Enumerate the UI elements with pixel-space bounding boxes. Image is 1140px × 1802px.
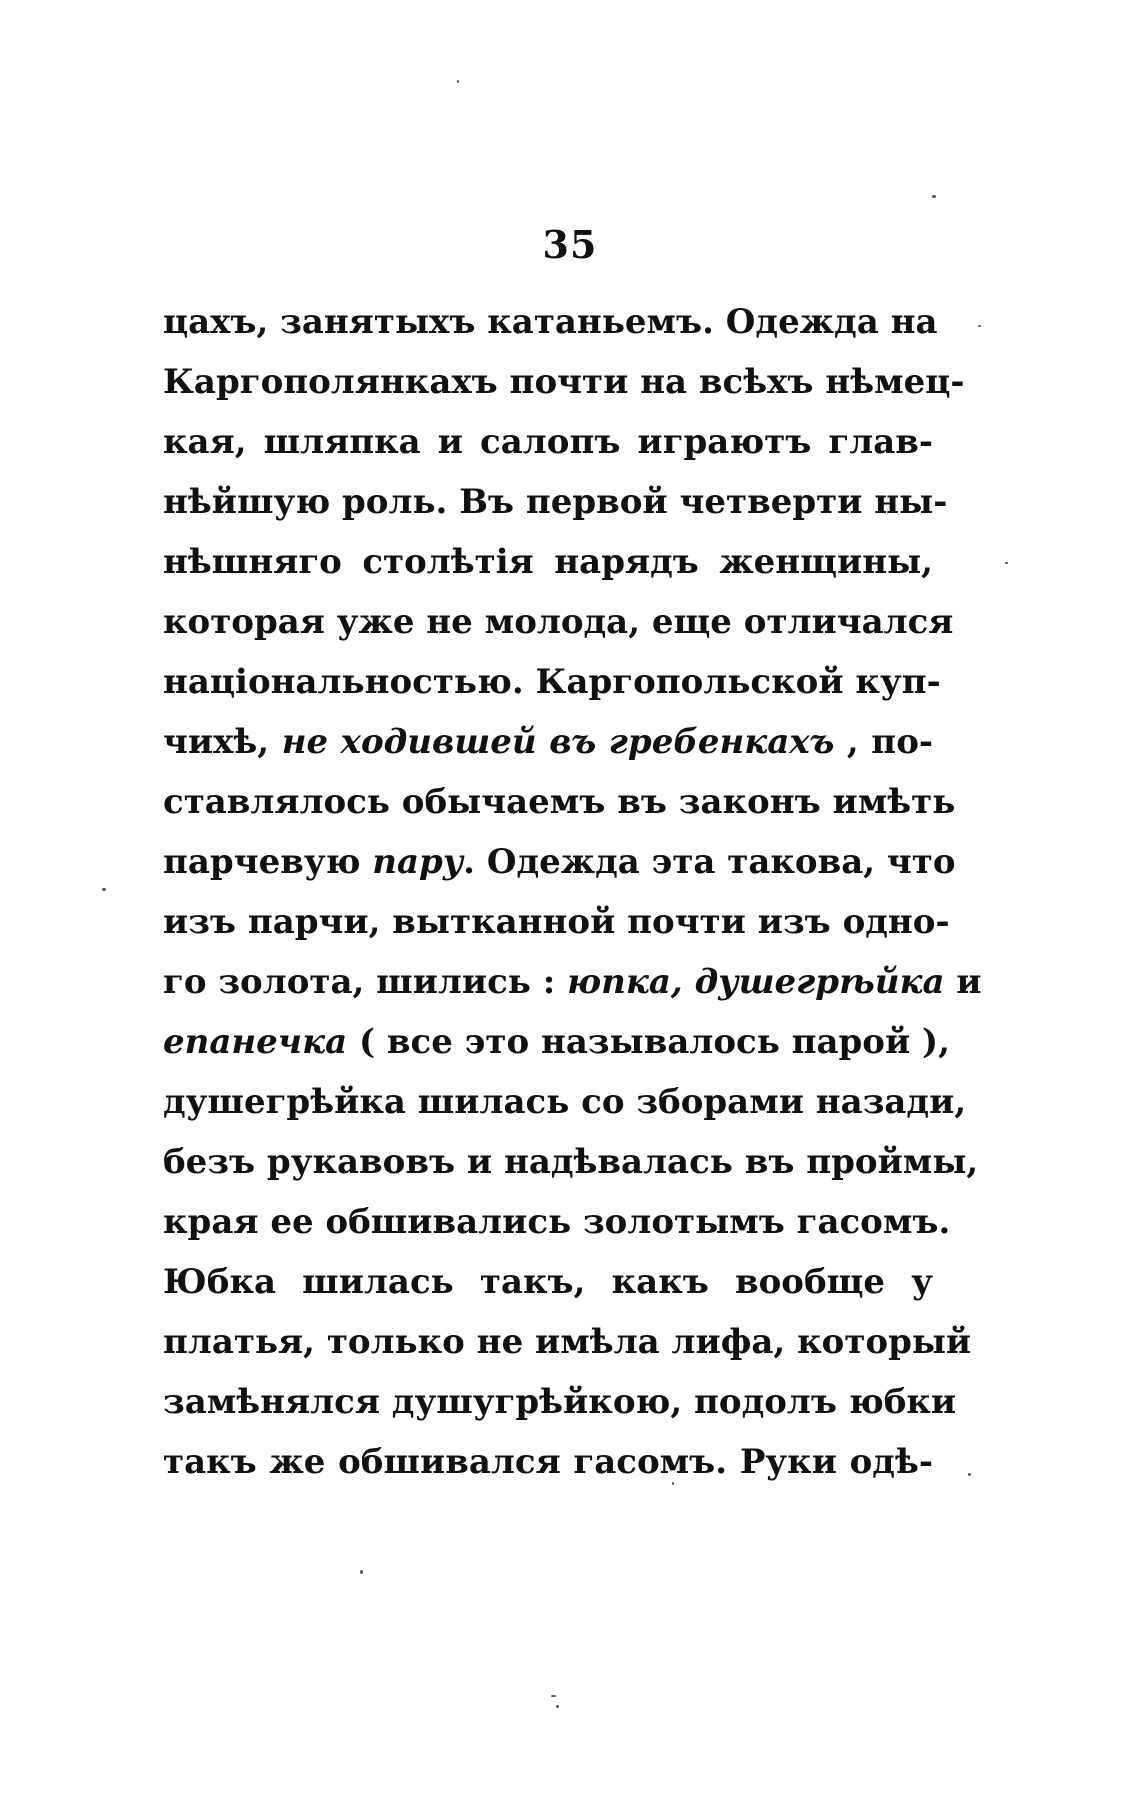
page-number: 35	[542, 222, 598, 267]
text-run: Каргополянкахъ почти на всѣхъ нѣмец-	[163, 362, 965, 402]
scan-speck	[556, 1705, 559, 1708]
text-run: душегрѣйка шилась со зборами назади,	[163, 1082, 967, 1122]
text-run: чихѣ,	[163, 722, 282, 762]
text-line	[163, 1432, 933, 1492]
scan-speck	[360, 1570, 363, 1574]
text-run: ( все это называлось парой ),	[347, 1022, 950, 1062]
text-line	[163, 832, 956, 892]
text-line	[163, 1072, 967, 1132]
text-run: кая, шляпка и салопъ играютъ глав-	[163, 422, 933, 462]
text-line	[163, 1012, 950, 1072]
text-run: такъ же обшивался гасомъ. Руки одѣ-	[163, 1442, 933, 1482]
body-text	[163, 292, 982, 1492]
italic-run: епанечка	[163, 1022, 348, 1062]
scan-speck	[1005, 562, 1008, 564]
text-line	[163, 592, 954, 652]
text-line	[163, 892, 950, 952]
italic-run: пару	[372, 842, 464, 882]
text-line	[163, 352, 965, 412]
scan-speck	[551, 1695, 556, 1697]
text-line	[163, 1312, 972, 1372]
italic-run: не ходившей въ гребенкахъ	[281, 722, 835, 762]
text-run: безъ рукавовъ и надѣвалась въ проймы,	[163, 1142, 979, 1182]
text-line	[163, 652, 941, 712]
text-line	[163, 1372, 957, 1432]
text-run: , по-	[834, 722, 933, 762]
text-line	[163, 952, 982, 1012]
text-line	[163, 412, 933, 472]
text-run: нѣшняго столѣтія нарядъ женщины,	[163, 542, 933, 582]
text-run: замѣнялся душугрѣйкою, подолъ юбки	[163, 1382, 957, 1422]
text-line	[163, 1132, 979, 1192]
text-run: Юбка шилась такъ, какъ вообще у	[163, 1262, 933, 1302]
scan-speck	[102, 888, 106, 891]
text-line	[163, 292, 938, 352]
text-run: которая уже не молода, еще отличался	[163, 602, 954, 642]
text-run: . Одежда эта такова, что	[463, 842, 956, 882]
text-run: національностью. Каргопольской куп-	[163, 662, 941, 702]
text-run: цахъ, занятыхъ катаньемъ. Одежда на	[163, 302, 938, 342]
scan-speck	[672, 1482, 674, 1485]
text-line	[163, 772, 956, 832]
text-run: края ее обшивались золотымъ гасомъ.	[163, 1202, 951, 1242]
text-run: изъ парчи, вытканной почти изъ одно-	[163, 902, 950, 942]
text-run: платья, только не имѣла лифа, который	[163, 1322, 972, 1362]
scan-speck	[932, 195, 936, 198]
scan-speck	[457, 80, 459, 83]
text-run: парчевую	[163, 842, 373, 882]
text-line	[163, 1192, 951, 1252]
scan-speck	[968, 1473, 971, 1476]
text-line	[163, 1252, 933, 1312]
text-run: ставлялось обычаемъ въ законъ имѣть	[163, 782, 956, 822]
text-run: нѣйшую роль. Въ первой четверти ны-	[163, 482, 948, 522]
text-line	[163, 712, 933, 772]
scan-speck	[978, 325, 981, 327]
text-line	[163, 532, 933, 592]
text-run: го золота, шились :	[163, 962, 568, 1002]
text-run: и	[944, 962, 982, 1002]
italic-run: юпка, душегрѣйка	[567, 962, 945, 1002]
text-line	[163, 472, 948, 532]
